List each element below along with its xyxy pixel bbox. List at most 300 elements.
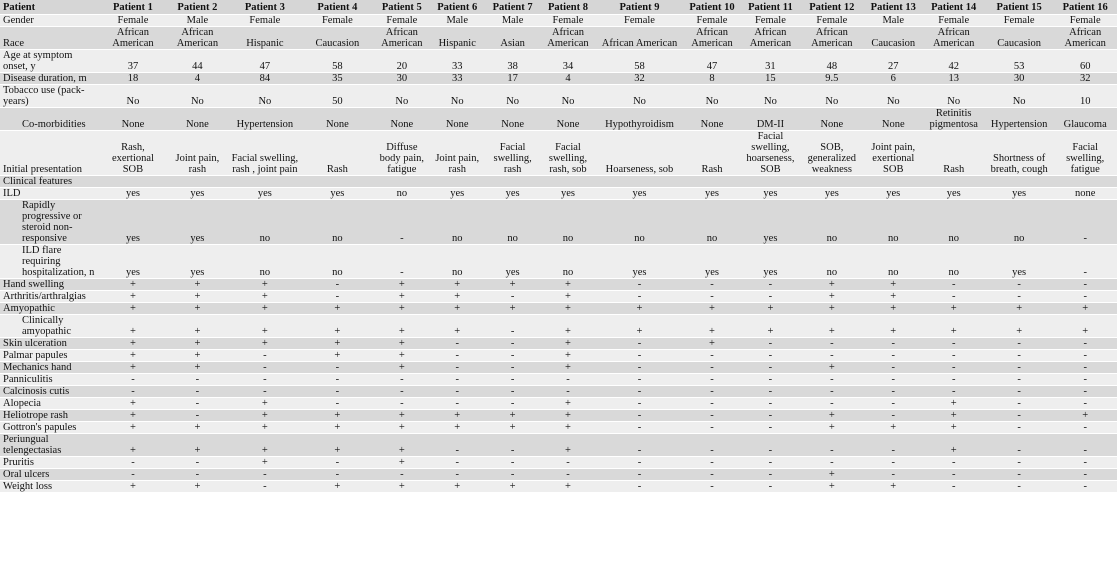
table-cell: Joint pain, rash	[165, 131, 229, 176]
table-cell: -	[683, 457, 741, 469]
table-cell: -	[1053, 398, 1117, 410]
table-cell: Rash	[683, 131, 741, 176]
table-cell: +	[230, 457, 301, 469]
table-cell: -	[540, 374, 596, 386]
table-cell: No	[485, 85, 539, 108]
table-cell: -	[485, 434, 539, 457]
table-cell: 13	[922, 73, 984, 85]
table-cell: -	[683, 362, 741, 374]
table-cell: yes	[165, 188, 229, 200]
table-cell: -	[230, 386, 301, 398]
table-cell: +	[375, 422, 429, 434]
table-cell: +	[165, 422, 229, 434]
table-cell: +	[922, 398, 984, 410]
table-cell: -	[485, 315, 539, 338]
table-cell: yes	[429, 188, 485, 200]
table-cell: Female	[230, 15, 301, 27]
table-cell: No	[165, 85, 229, 108]
table-cell: Caucasion	[864, 27, 922, 50]
table-cell: +	[540, 291, 596, 303]
table-cell: -	[800, 386, 864, 398]
table-cell: -	[985, 338, 1053, 350]
table-row	[0, 457, 1117, 469]
table-cell: yes	[864, 188, 922, 200]
table-cell	[429, 176, 485, 188]
table-cell: +	[165, 350, 229, 362]
table-cell	[165, 176, 229, 188]
table-cell: -	[375, 200, 429, 245]
table-cell: -	[429, 398, 485, 410]
table-cell: None	[485, 108, 539, 131]
table-cell: +	[864, 422, 922, 434]
table-cell: -	[741, 374, 799, 386]
table-cell: -	[800, 434, 864, 457]
table-cell: Female	[985, 15, 1053, 27]
table-cell	[922, 176, 984, 188]
table-cell: -	[596, 398, 683, 410]
table-cell: -	[922, 469, 984, 481]
header-cell-patient: Patient 13	[864, 0, 922, 15]
table-cell: +	[683, 303, 741, 315]
table-cell: -	[300, 457, 375, 469]
table-cell: None	[300, 108, 375, 131]
table-cell: -	[1053, 457, 1117, 469]
table-cell: -	[741, 279, 799, 291]
table-cell: -	[485, 338, 539, 350]
row-label: Amyopathic	[0, 303, 101, 315]
table-cell: -	[429, 469, 485, 481]
table-cell: -	[741, 481, 799, 493]
table-cell: -	[485, 362, 539, 374]
table-cell: 58	[596, 50, 683, 73]
table-cell: -	[741, 338, 799, 350]
table-cell: Facial swelling, hoarseness, SOB	[741, 131, 799, 176]
row-label: Panniculitis	[0, 374, 101, 386]
header-cell-patient: Patient 10	[683, 0, 741, 15]
table-cell: -	[922, 338, 984, 350]
table-cell: -	[922, 481, 984, 493]
table-row	[0, 434, 1117, 457]
table-cell: -	[230, 350, 301, 362]
table-cell: +	[985, 315, 1053, 338]
table-row	[0, 73, 1117, 85]
table-cell: -	[165, 469, 229, 481]
table-cell: +	[540, 410, 596, 422]
table-cell: -	[300, 291, 375, 303]
table-cell: -	[1053, 338, 1117, 350]
table-cell: -	[485, 386, 539, 398]
table-cell: 34	[540, 50, 596, 73]
table-cell: -	[864, 457, 922, 469]
table-cell	[741, 176, 799, 188]
table-cell: -	[864, 374, 922, 386]
table-cell: +	[165, 481, 229, 493]
table-cell: -	[596, 422, 683, 434]
table-cell: -	[375, 386, 429, 398]
table-cell: -	[683, 350, 741, 362]
row-label: Pruritis	[0, 457, 101, 469]
table-cell: +	[596, 303, 683, 315]
table-cell: No	[741, 85, 799, 108]
table-cell: +	[922, 315, 984, 338]
table-cell: -	[985, 410, 1053, 422]
table-cell: +	[230, 422, 301, 434]
table-cell: Female	[800, 15, 864, 27]
table-cell: Facial swelling, rash , joint pain	[230, 131, 301, 176]
table-cell: no	[429, 200, 485, 245]
table-row	[0, 303, 1117, 315]
table-cell: +	[540, 398, 596, 410]
table-cell	[800, 176, 864, 188]
table-cell: -	[485, 398, 539, 410]
table-cell: +	[683, 338, 741, 350]
table-cell: 32	[1053, 73, 1117, 85]
table-cell	[101, 176, 165, 188]
table-cell: yes	[101, 188, 165, 200]
table-cell: +	[540, 434, 596, 457]
table-cell: 20	[375, 50, 429, 73]
row-label: Race	[0, 27, 101, 50]
table-cell: 10	[1053, 85, 1117, 108]
table-cell: +	[101, 315, 165, 338]
row-label: Weight loss	[0, 481, 101, 493]
table-cell: No	[375, 85, 429, 108]
table-row	[0, 108, 1117, 131]
table-cell: 18	[101, 73, 165, 85]
header-cell-patient: Patient 3	[230, 0, 301, 15]
table-cell: +	[230, 315, 301, 338]
table-cell: -	[429, 374, 485, 386]
table-cell: -	[300, 469, 375, 481]
table-cell: -	[230, 362, 301, 374]
table-cell: -	[800, 338, 864, 350]
table-cell: -	[230, 481, 301, 493]
header-cell-patient: Patient 4	[300, 0, 375, 15]
table-cell: None	[540, 108, 596, 131]
table-cell: -	[985, 469, 1053, 481]
table-cell: +	[1053, 315, 1117, 338]
table-cell: +	[485, 410, 539, 422]
table-cell: +	[101, 481, 165, 493]
table-cell: no	[429, 245, 485, 279]
table-cell: 58	[300, 50, 375, 73]
table-cell: +	[800, 422, 864, 434]
table-cell: No	[800, 85, 864, 108]
table-cell: +	[230, 303, 301, 315]
table-cell: +	[596, 315, 683, 338]
table-cell: yes	[485, 245, 539, 279]
table-cell: African American	[741, 27, 799, 50]
table-cell: +	[683, 315, 741, 338]
table-cell: No	[922, 85, 984, 108]
table-cell: -	[741, 386, 799, 398]
table-cell: 33	[429, 50, 485, 73]
table-cell: +	[800, 469, 864, 481]
table-cell: +	[800, 410, 864, 422]
table-cell: -	[1053, 279, 1117, 291]
table-cell: Male	[864, 15, 922, 27]
table-cell: -	[1053, 422, 1117, 434]
header-cell-label: Patient	[0, 0, 101, 15]
table-cell: +	[800, 291, 864, 303]
table-cell: 31	[741, 50, 799, 73]
table-cell: +	[165, 434, 229, 457]
table-cell: Hispanic	[230, 27, 301, 50]
table-cell: Hoarseness, sob	[596, 131, 683, 176]
table-cell: +	[540, 362, 596, 374]
table-row	[0, 27, 1117, 50]
table-cell: -	[375, 374, 429, 386]
header-cell-patient: Patient 15	[985, 0, 1053, 15]
table-cell: +	[230, 338, 301, 350]
header-cell-patient: Patient 1	[101, 0, 165, 15]
table-cell: African American	[101, 27, 165, 50]
table-cell: yes	[922, 188, 984, 200]
table-row	[0, 398, 1117, 410]
table-cell: -	[741, 350, 799, 362]
table-cell: yes	[540, 188, 596, 200]
table-cell: yes	[741, 188, 799, 200]
table-cell: Joint pain, exertional SOB	[864, 131, 922, 176]
row-label: Calcinosis cutis	[0, 386, 101, 398]
table-cell: +	[165, 315, 229, 338]
table-cell: +	[375, 315, 429, 338]
table-cell: -	[1053, 434, 1117, 457]
table-cell: 27	[864, 50, 922, 73]
table-cell: -	[683, 422, 741, 434]
table-cell: No	[230, 85, 301, 108]
table-cell: no	[375, 188, 429, 200]
table-cell: +	[375, 350, 429, 362]
table-cell: yes	[985, 188, 1053, 200]
table-cell: -	[864, 350, 922, 362]
table-cell: Female	[375, 15, 429, 27]
table-row	[0, 200, 1117, 245]
table-cell: +	[300, 315, 375, 338]
table-cell: Retinitis pigmentosa	[922, 108, 984, 131]
table-cell: +	[230, 434, 301, 457]
table-cell: +	[429, 291, 485, 303]
table-cell	[375, 176, 429, 188]
table-cell: +	[540, 303, 596, 315]
table-cell: +	[800, 279, 864, 291]
table-cell: -	[300, 374, 375, 386]
row-label: Hand swelling	[0, 279, 101, 291]
table-cell: -	[922, 374, 984, 386]
table-cell: 44	[165, 50, 229, 73]
table-cell: +	[429, 481, 485, 493]
table-cell: -	[741, 469, 799, 481]
table-cell: Female	[1053, 15, 1117, 27]
table-cell: +	[300, 410, 375, 422]
table-cell: +	[429, 410, 485, 422]
table-cell: -	[596, 469, 683, 481]
table-cell: no	[864, 245, 922, 279]
table-cell: -	[540, 457, 596, 469]
table-cell: +	[985, 303, 1053, 315]
table-cell: Male	[429, 15, 485, 27]
table-cell: No	[596, 85, 683, 108]
table-cell: -	[922, 279, 984, 291]
table-cell: Glaucoma	[1053, 108, 1117, 131]
table-cell: Facial swelling, rash, sob	[540, 131, 596, 176]
table-cell: +	[922, 303, 984, 315]
table-cell: no	[300, 200, 375, 245]
row-label: Gender	[0, 15, 101, 27]
table-cell: -	[375, 398, 429, 410]
table-cell: -	[596, 410, 683, 422]
table-row	[0, 279, 1117, 291]
table-cell: +	[300, 303, 375, 315]
table-cell: -	[800, 398, 864, 410]
table-cell: yes	[485, 188, 539, 200]
header-cell-patient: Patient 8	[540, 0, 596, 15]
table-cell: 17	[485, 73, 539, 85]
table-cell: +	[485, 303, 539, 315]
table-cell: +	[230, 291, 301, 303]
table-cell: -	[375, 245, 429, 279]
table-cell: 60	[1053, 50, 1117, 73]
table-cell: African American	[375, 27, 429, 50]
table-cell	[596, 176, 683, 188]
table-cell: yes	[596, 188, 683, 200]
table-row	[0, 131, 1117, 176]
table-cell: -	[165, 386, 229, 398]
table-cell: -	[165, 457, 229, 469]
row-label: Tobacco use (pack-years)	[0, 85, 101, 108]
table-row	[0, 85, 1117, 108]
table-cell: +	[375, 303, 429, 315]
table-cell: African American	[800, 27, 864, 50]
table-cell	[683, 176, 741, 188]
table-cell: +	[375, 279, 429, 291]
table-cell: +	[101, 362, 165, 374]
table-cell: Hypertension	[985, 108, 1053, 131]
table-cell: No	[101, 85, 165, 108]
table-cell: +	[800, 315, 864, 338]
row-label: Rapidly progressive or steroid non-responsive	[0, 200, 101, 245]
table-cell: Hispanic	[429, 27, 485, 50]
table-cell: Female	[540, 15, 596, 27]
table-cell: -	[741, 422, 799, 434]
table-cell: none	[1053, 188, 1117, 200]
table-cell: -	[800, 374, 864, 386]
table-cell: -	[683, 386, 741, 398]
table-cell: -	[230, 469, 301, 481]
table-cell: 53	[985, 50, 1053, 73]
table-cell: +	[485, 422, 539, 434]
header-cell-patient: Patient 14	[922, 0, 984, 15]
table-cell: 37	[101, 50, 165, 73]
table-cell: Female	[741, 15, 799, 27]
table-cell: -	[485, 374, 539, 386]
table-cell: -	[1053, 245, 1117, 279]
table-cell: None	[864, 108, 922, 131]
table-cell: 4	[165, 73, 229, 85]
table-cell: -	[300, 386, 375, 398]
table-cell: +	[300, 350, 375, 362]
table-cell: no	[985, 200, 1053, 245]
table-cell: -	[985, 362, 1053, 374]
table-cell: -	[429, 457, 485, 469]
row-label: Heliotrope rash	[0, 410, 101, 422]
table-cell: yes	[300, 188, 375, 200]
table-cell	[300, 176, 375, 188]
table-cell: -	[922, 362, 984, 374]
table-cell: -	[1053, 386, 1117, 398]
table-cell: +	[101, 422, 165, 434]
row-label: Periungual telengectasias	[0, 434, 101, 457]
table-cell: No	[429, 85, 485, 108]
table-cell: 50	[300, 85, 375, 108]
row-label: Disease duration, m	[0, 73, 101, 85]
row-label: Arthritis/arthralgias	[0, 291, 101, 303]
table-cell: +	[540, 338, 596, 350]
table-row	[0, 410, 1117, 422]
table-cell: -	[864, 398, 922, 410]
table-cell: -	[429, 362, 485, 374]
table-cell: -	[985, 398, 1053, 410]
table-row	[0, 422, 1117, 434]
table-cell: -	[864, 386, 922, 398]
table-cell: -	[922, 291, 984, 303]
table-cell: +	[375, 410, 429, 422]
table-row	[0, 245, 1117, 279]
table-cell: +	[429, 315, 485, 338]
table-cell: +	[1053, 303, 1117, 315]
table-cell: +	[300, 422, 375, 434]
table-cell: -	[741, 291, 799, 303]
table-cell: No	[540, 85, 596, 108]
table-cell	[540, 176, 596, 188]
table-cell: -	[985, 291, 1053, 303]
table-cell: +	[375, 481, 429, 493]
table-cell: -	[985, 374, 1053, 386]
table-cell: +	[375, 362, 429, 374]
row-label: Initial presentation	[0, 131, 101, 176]
table-cell: +	[300, 434, 375, 457]
table-cell: no	[864, 200, 922, 245]
table-cell: -	[101, 469, 165, 481]
table-cell: African American	[540, 27, 596, 50]
table-cell: -	[985, 457, 1053, 469]
table-cell: +	[540, 315, 596, 338]
table-cell: -	[101, 374, 165, 386]
table-cell: +	[101, 398, 165, 410]
table-cell: no	[540, 200, 596, 245]
table-cell: -	[1053, 350, 1117, 362]
table-cell: -	[985, 279, 1053, 291]
table-cell: -	[741, 362, 799, 374]
table-cell: +	[101, 303, 165, 315]
table-cell: +	[101, 410, 165, 422]
table-cell: +	[1053, 410, 1117, 422]
table-cell: 42	[922, 50, 984, 73]
header-cell-patient: Patient 2	[165, 0, 229, 15]
table-cell: SOB, generalized weakness	[800, 131, 864, 176]
table-cell: African American	[1053, 27, 1117, 50]
table-cell: +	[922, 434, 984, 457]
row-label: Age at symptom onset, y	[0, 50, 101, 73]
table-cell: 47	[683, 50, 741, 73]
header-cell-patient: Patient 12	[800, 0, 864, 15]
table-cell: None	[800, 108, 864, 131]
table-cell: -	[485, 469, 539, 481]
table-cell: +	[741, 315, 799, 338]
row-label: Alopecia	[0, 398, 101, 410]
table-cell: +	[230, 279, 301, 291]
table-cell: -	[596, 457, 683, 469]
